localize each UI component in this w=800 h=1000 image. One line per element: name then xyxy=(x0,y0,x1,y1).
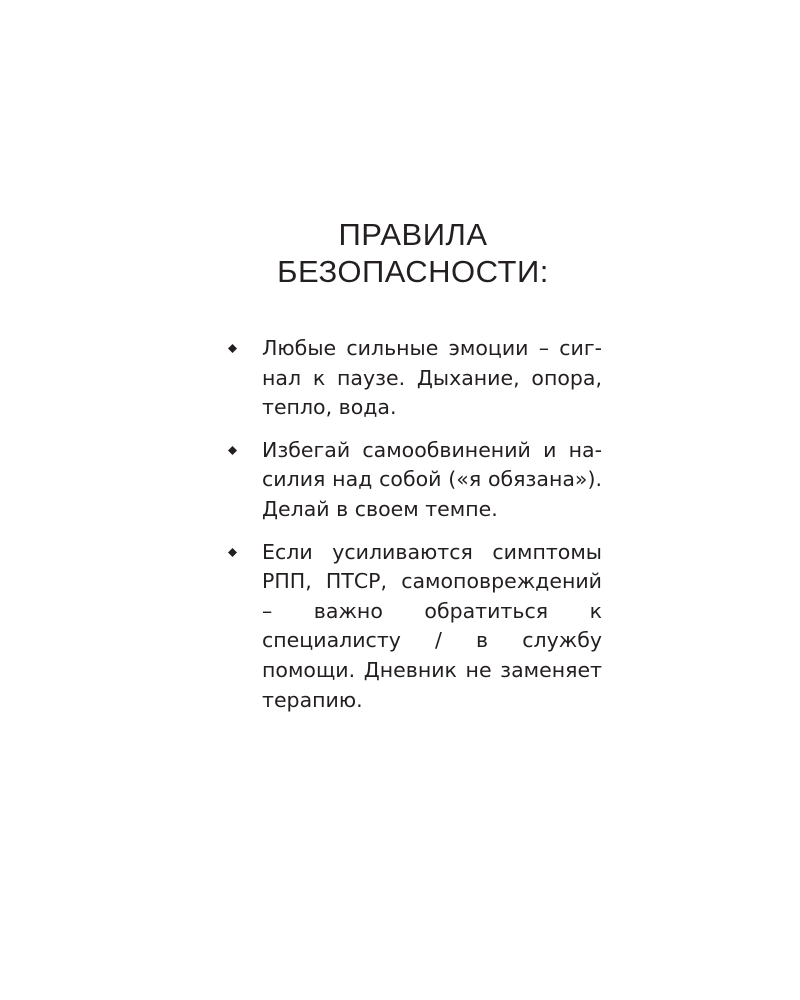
diamond-bullet-icon xyxy=(228,446,237,455)
safety-rules-list xyxy=(228,334,602,728)
rule-text: Любые сильные эмоции – сигнал к паузе. Дыхание, опора, тепло, вода. xyxy=(262,336,602,420)
list-item xyxy=(228,538,602,716)
page-title xyxy=(0,216,800,290)
rule-text: Избегай самообвинений и насилия над собой («я обязана»). Делай в своем темпе. xyxy=(262,437,602,521)
title-line-2: БЕЗОПАСНОСТИ: xyxy=(277,254,549,289)
list-item xyxy=(228,334,602,423)
list-item xyxy=(228,436,602,525)
rule-text: Если усиливаются симптомы РПП, ПТСР, самоповреждений – важно обратиться к специалисту / в службу помощи. Дневник не заменяет терапию. xyxy=(262,539,602,712)
diamond-bullet-icon xyxy=(228,548,237,557)
title-line-1: ПРАВИЛА xyxy=(338,217,488,252)
diamond-bullet-icon xyxy=(228,344,237,353)
